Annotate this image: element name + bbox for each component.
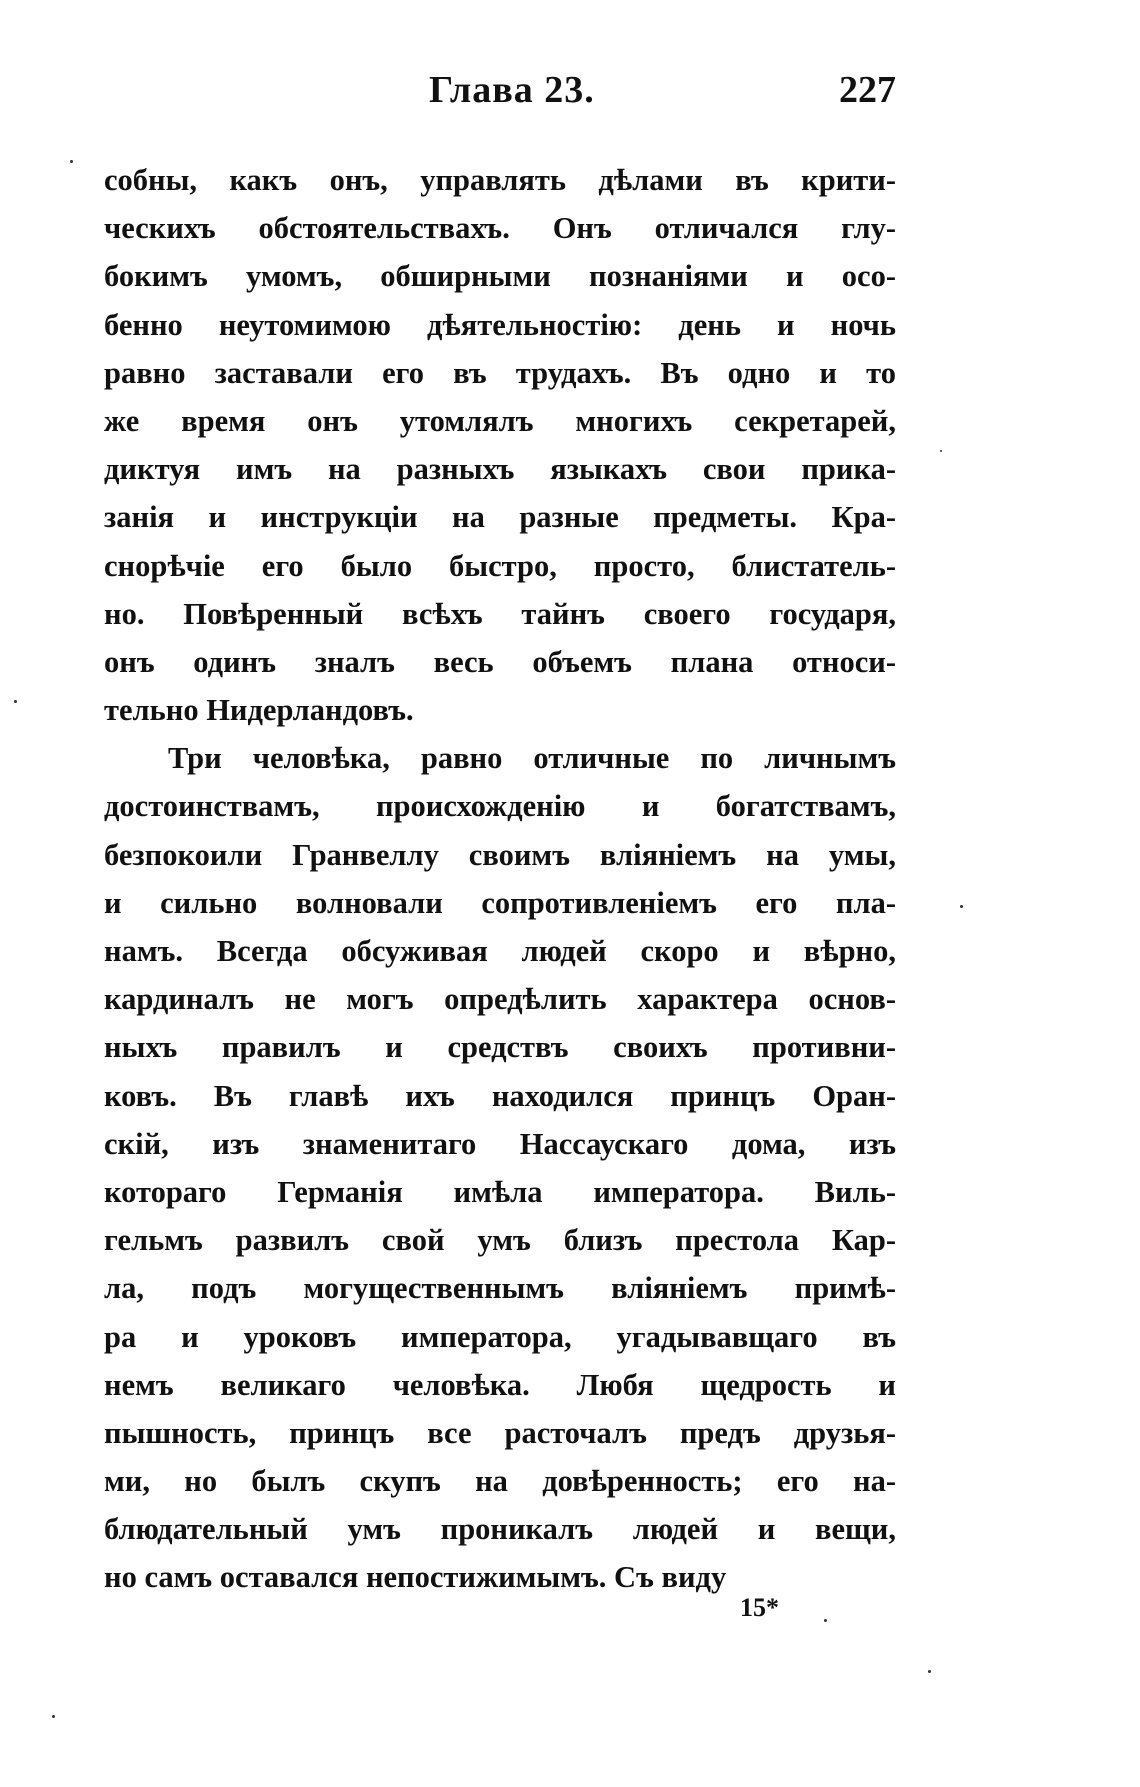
printer-signature-mark: 15*: [740, 1593, 779, 1622]
text-line: гельмъ развилъ свой умъ близъ престола Кар-: [104, 1223, 896, 1258]
text-line: Три человѣка, равно отличные по личнымъ: [168, 741, 896, 776]
text-line: и сильно волновали сопротивленіемъ его пла-: [104, 885, 896, 920]
text-line: блюдательный умъ проникалъ людей и вещи,: [104, 1512, 896, 1547]
text-line: намъ. Всегда обсуживая людей скоро и вѣрно,: [104, 934, 896, 968]
text-line: но. Повѣренный всѣхъ тайнъ своего государя,: [104, 596, 896, 631]
text-line: же время онъ утомлялъ многихъ секретарей,: [104, 403, 896, 438]
text-line: но самъ оставался непостижимымъ. Съ виду: [104, 1560, 727, 1595]
text-line: онъ одинъ зналъ весь объемъ плана относи-: [104, 644, 896, 679]
text-line: занія и инструкціи на разные предметы. Кра-: [104, 500, 896, 535]
text-line: бенно неутомимою дѣятельностію: день и ночь: [104, 307, 896, 342]
text-line: котораго Германія имѣла императора. Виль-: [104, 1174, 896, 1209]
text-line: скій, изъ знаменитаго Нассаускаго дома, изъ: [104, 1126, 896, 1161]
text-line: бокимъ умомъ, обширными познаніями и осо-: [104, 259, 896, 294]
running-header: [104, 68, 900, 118]
text-line: немъ великаго человѣка. Любя щедрость и: [104, 1367, 896, 1402]
text-line: пышность, принцъ все расточалъ предъ друзья-: [104, 1415, 896, 1450]
page-number: 227: [839, 69, 896, 111]
text-line: собны, какъ онъ, управлять дѣлами въ крити-: [104, 163, 896, 197]
text-line: диктуя имъ на разныхъ языкахъ свои прика-: [104, 452, 896, 487]
text-line: безпокоили Гранвеллу своимъ вліяніемъ на умы,: [104, 837, 896, 872]
text-line: ра и уроковъ императора, угадывавщаго въ: [104, 1319, 896, 1354]
body-text: [104, 156, 896, 1602]
text-line: ныхъ правилъ и средствъ своихъ противни-: [104, 1030, 896, 1065]
text-line: равно заставали его въ трудахъ. Въ одно и то: [104, 355, 896, 390]
scan-speck: [928, 1670, 931, 1673]
text-line: ми, но былъ скупъ на довѣренность; его на-: [104, 1464, 896, 1499]
scan-speck: [70, 160, 73, 163]
scan-speck: [14, 700, 17, 703]
scan-speck: [52, 1715, 55, 1718]
scan-speck: [960, 905, 963, 908]
text-line: ла, подъ могущественнымъ вліяніемъ примѣ-: [104, 1271, 896, 1306]
chapter-title: Глава 23.: [429, 69, 595, 111]
scan-speck: [824, 1619, 827, 1622]
text-line: кардиналъ не могъ опредѣлить характера основ-: [104, 982, 896, 1017]
text-line: снорѣчіе его было быстро, просто, блистатель-: [104, 548, 896, 583]
text-line: ковъ. Въ главѣ ихъ находился принцъ Оран-: [104, 1078, 896, 1113]
text-line: тельно Нидерландовъ.: [104, 693, 414, 728]
scan-speck: [940, 450, 942, 452]
text-line: достоинствамъ, происхожденію и богатствамъ,: [104, 789, 896, 824]
text-line: ческихъ обстоятельствахъ. Онъ отличался глу-: [104, 211, 896, 246]
